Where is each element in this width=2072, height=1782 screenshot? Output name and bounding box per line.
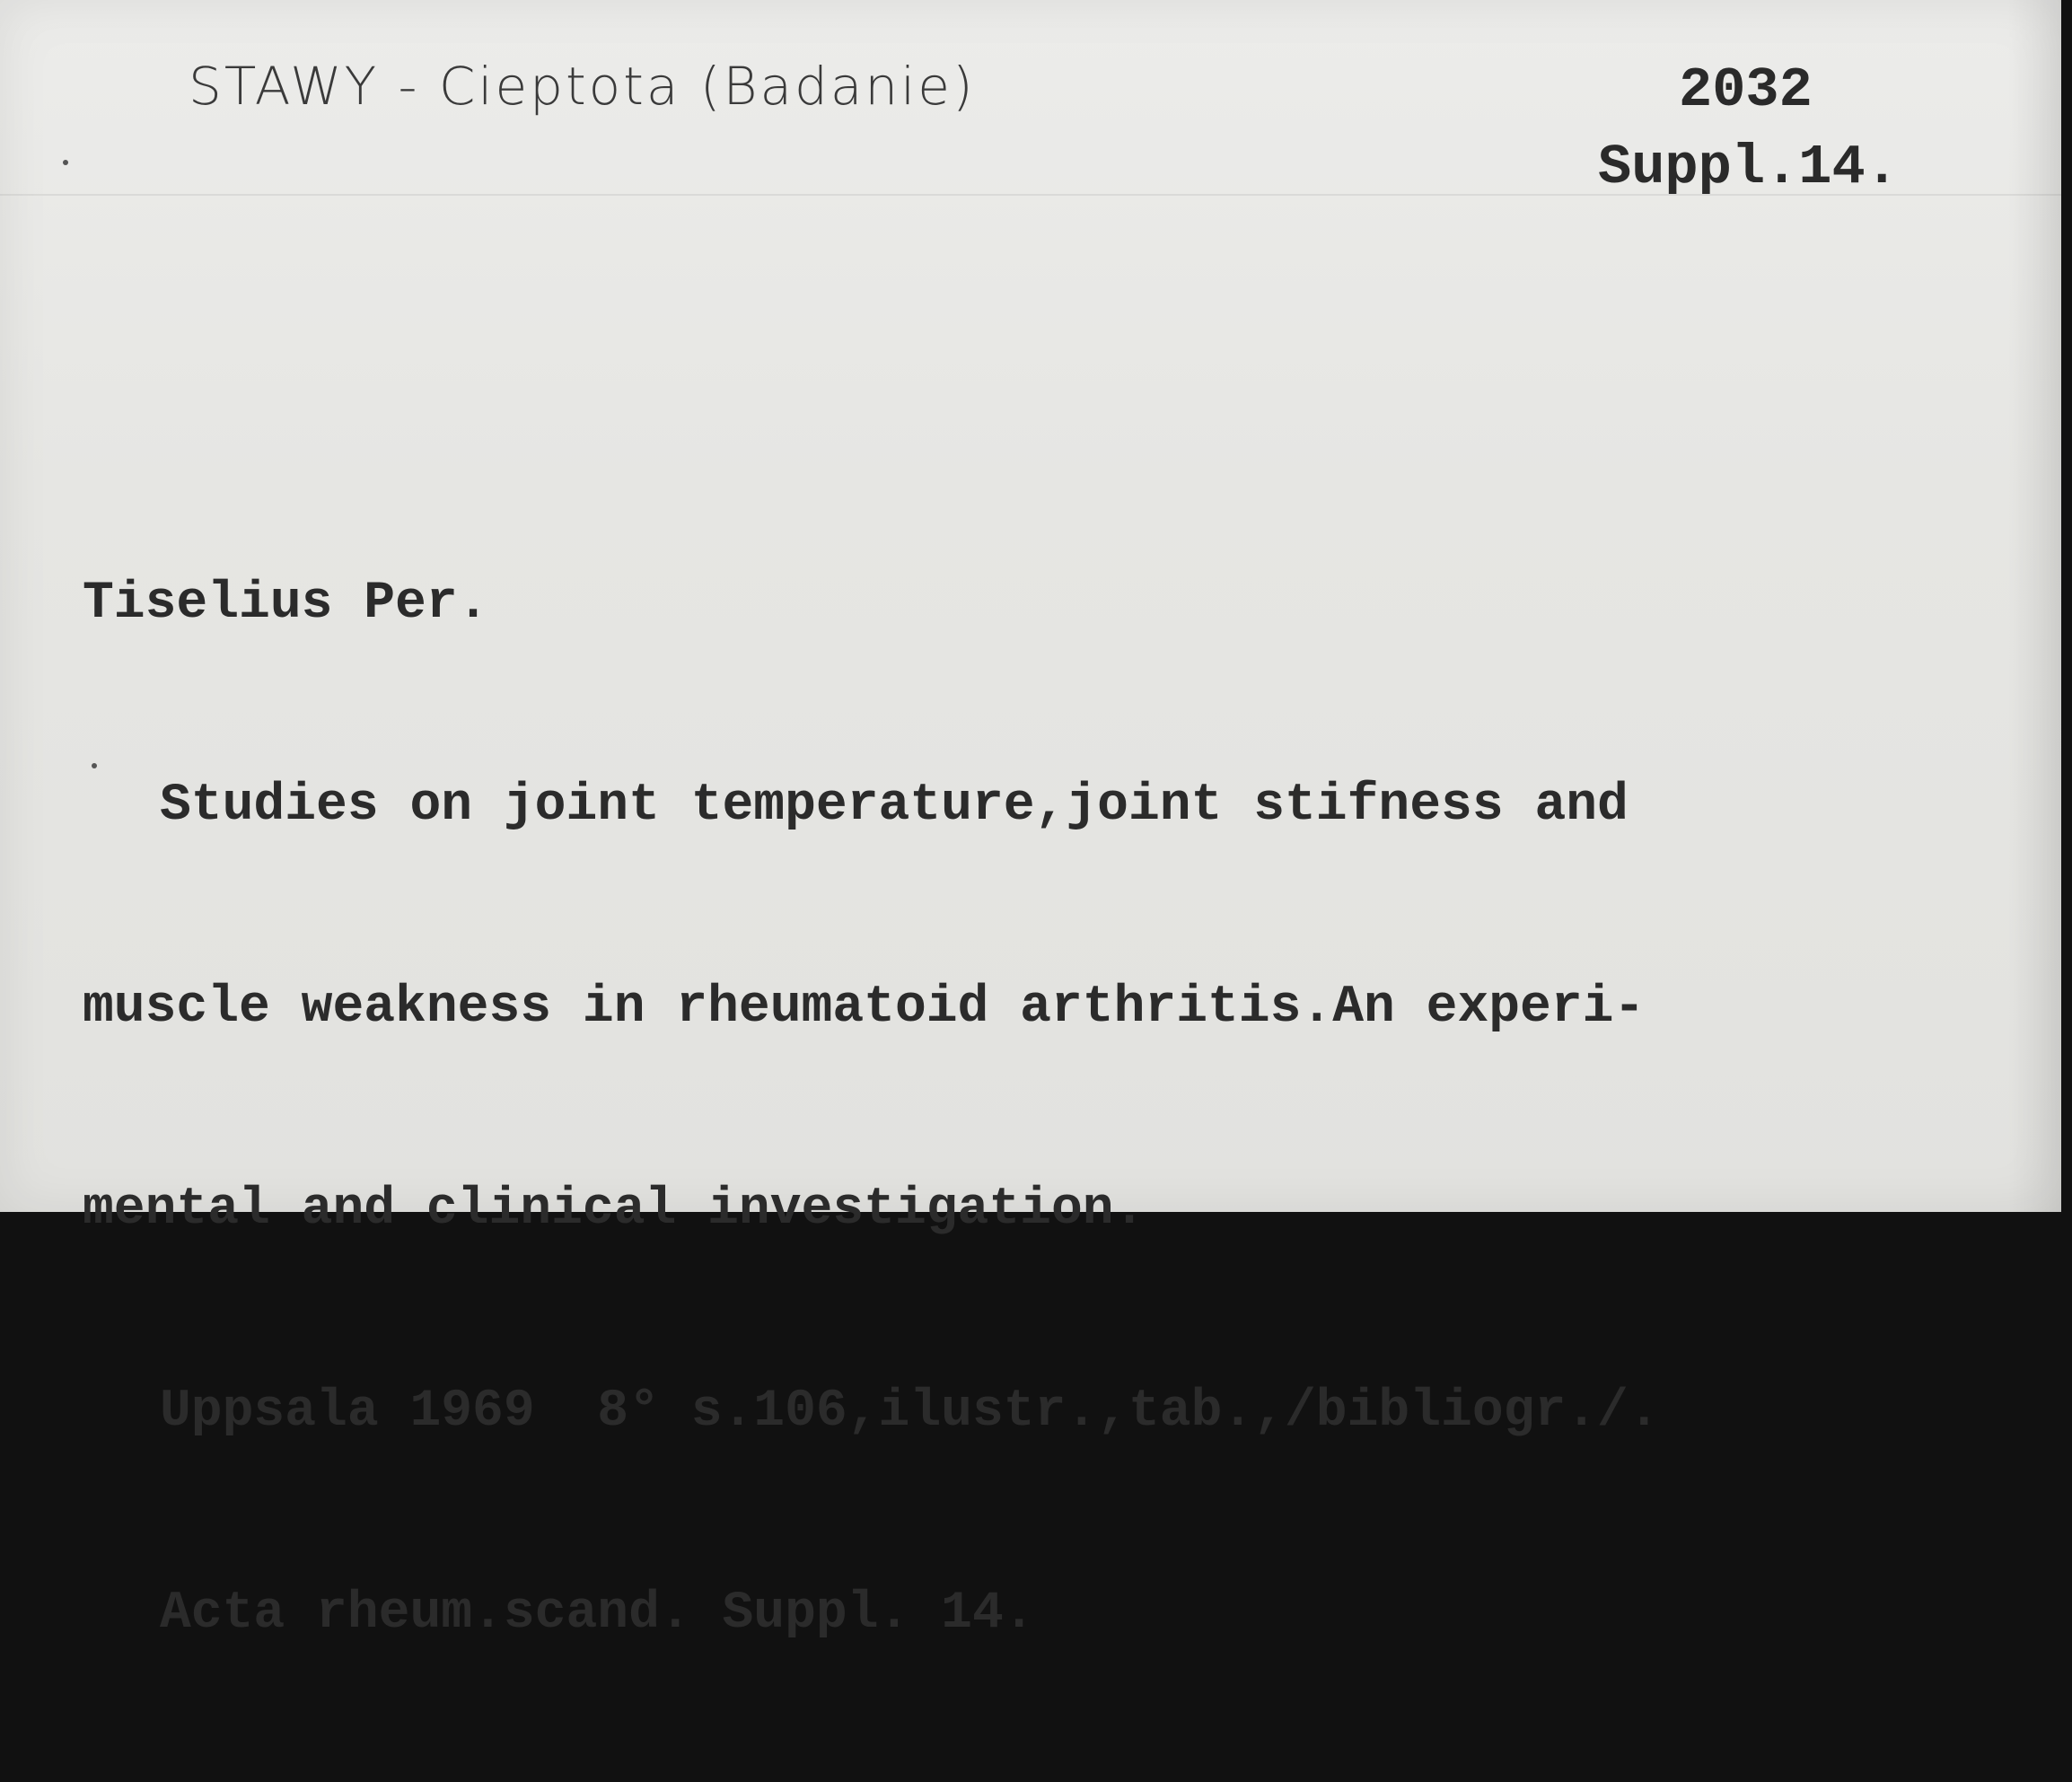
entry-text	[83, 435, 2013, 1782]
imprint-line: Uppsala 1969 8° s.106,ilustr.,tab.,/bibliogr./.	[160, 1383, 1660, 1441]
call-number-block	[1598, 52, 1957, 206]
title-line-1: Studies on joint temperature,joint stifness and	[160, 777, 1629, 835]
dot-mark	[63, 160, 68, 165]
call-number: 2032	[1679, 58, 1813, 122]
title-line-3: mental and clinical investigation.	[83, 1181, 1146, 1239]
subject-heading-handwritten: STAWY - Cieptota (Badanie)	[189, 56, 976, 117]
title-line-2: muscle weakness in rheumatoid arthritis.An experi-	[83, 979, 1646, 1037]
series-note-line: Acta rheum.scand. Suppl. 14.	[160, 1584, 1035, 1643]
author-line: Tiselius Per.	[83, 575, 489, 633]
series-number: Suppl.14.	[1598, 136, 1899, 199]
